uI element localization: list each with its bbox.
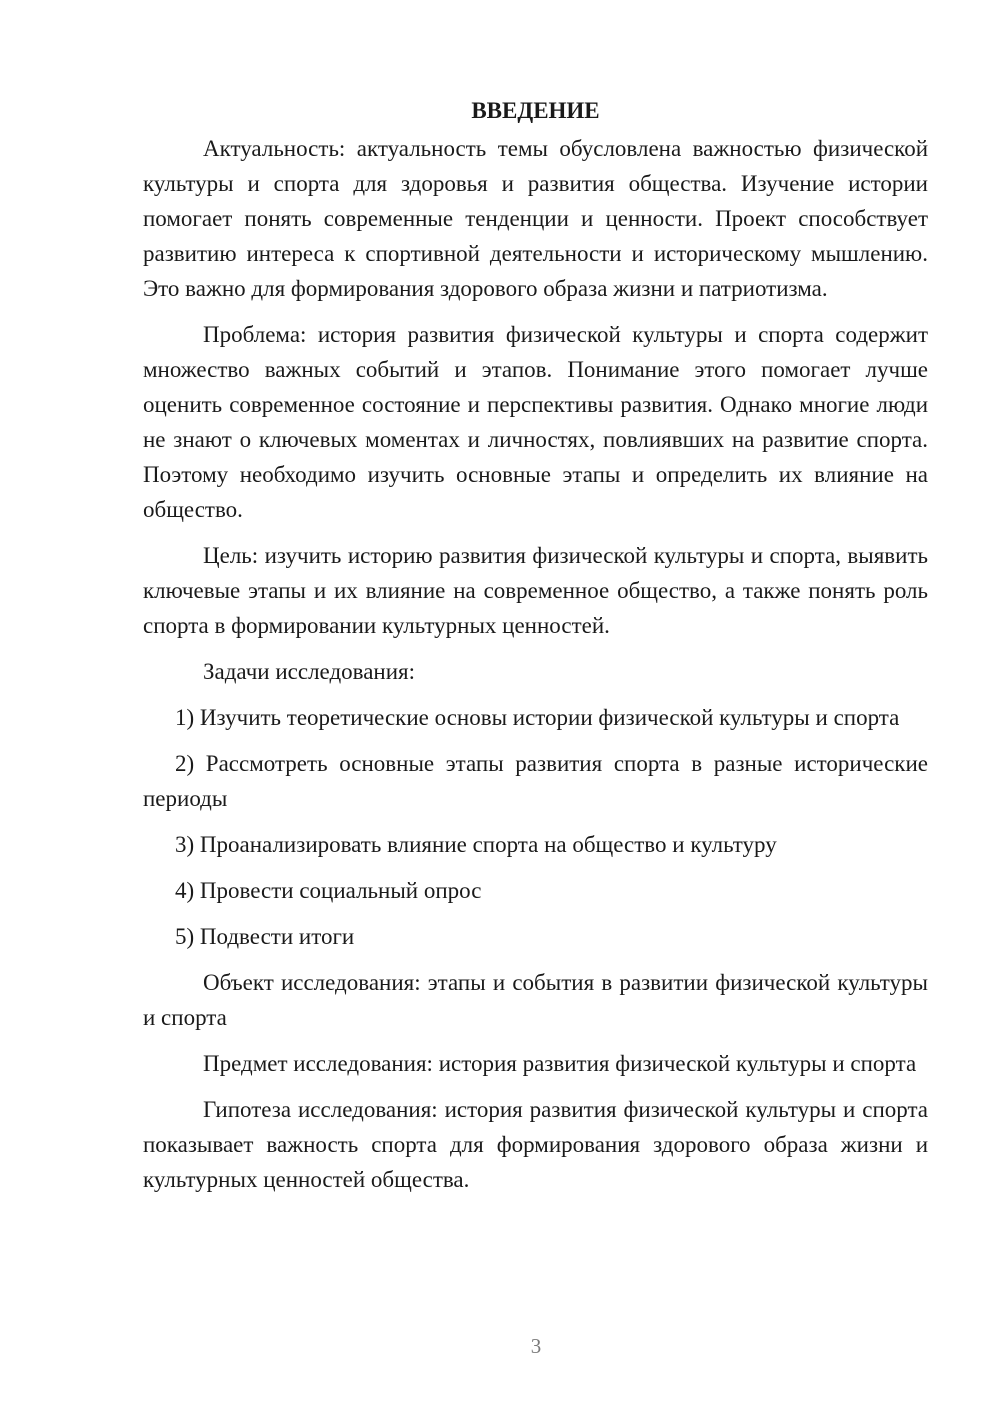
task-item: 5) Подвести итоги (175, 924, 355, 949)
page-number: 3 (530, 1334, 542, 1358)
object-paragraph: Объект исследования: этапы и события в развитии физической культуры и спорта (143, 970, 928, 1030)
page-content (143, 93, 928, 1197)
task-item: 3) Проанализировать влияние спорта на общество и культуру (175, 832, 777, 857)
task-item: 4) Провести социальный опрос (175, 878, 482, 903)
relevance-paragraph: Актуальность: актуальность темы обусловлена важностью физической культуры и спорта для здоровья и развития общества. Изучение истории помогает понять современные тенденции и ценности. Проект способствует развитию интереса к спортивной деятельности и историческому мышлению. Это важно для формирования здорового образа жизни и патриотизма. (143, 136, 928, 301)
task-item: 2) Рассмотреть основные этапы развития спорта в разные исторические периоды (143, 751, 928, 811)
problem-paragraph: Проблема: история развития физической культуры и спорта содержит множество важных событий и этапов. Понимание этого помогает лучше оценить современное состояние и перспективы развития. Однако многие люди не знают о ключевых моментах и личностях, повлиявших на развитие спорта. Поэтому необходимо изучить основные этапы и определить их влияние на общество. (143, 322, 928, 522)
section-title: ВВЕДЕНИЕ (471, 98, 600, 123)
hypothesis-paragraph: Гипотеза исследования: история развития физической культуры и спорта показывает важность спорта для формирования здорового образа жизни и культурных ценностей общества. (143, 1097, 928, 1192)
subject-paragraph: Предмет исследования: история развития физической культуры и спорта (203, 1051, 917, 1076)
goal-paragraph: Цель: изучить историю развития физической культуры и спорта, выявить ключевые этапы и их влияние на современное общество, а также понять роль спорта в формировании культурных ценностей. (143, 543, 928, 638)
tasks-heading: Задачи исследования: (203, 659, 416, 684)
task-item: 1) Изучить теоретические основы истории физической культуры и спорта (175, 705, 900, 730)
